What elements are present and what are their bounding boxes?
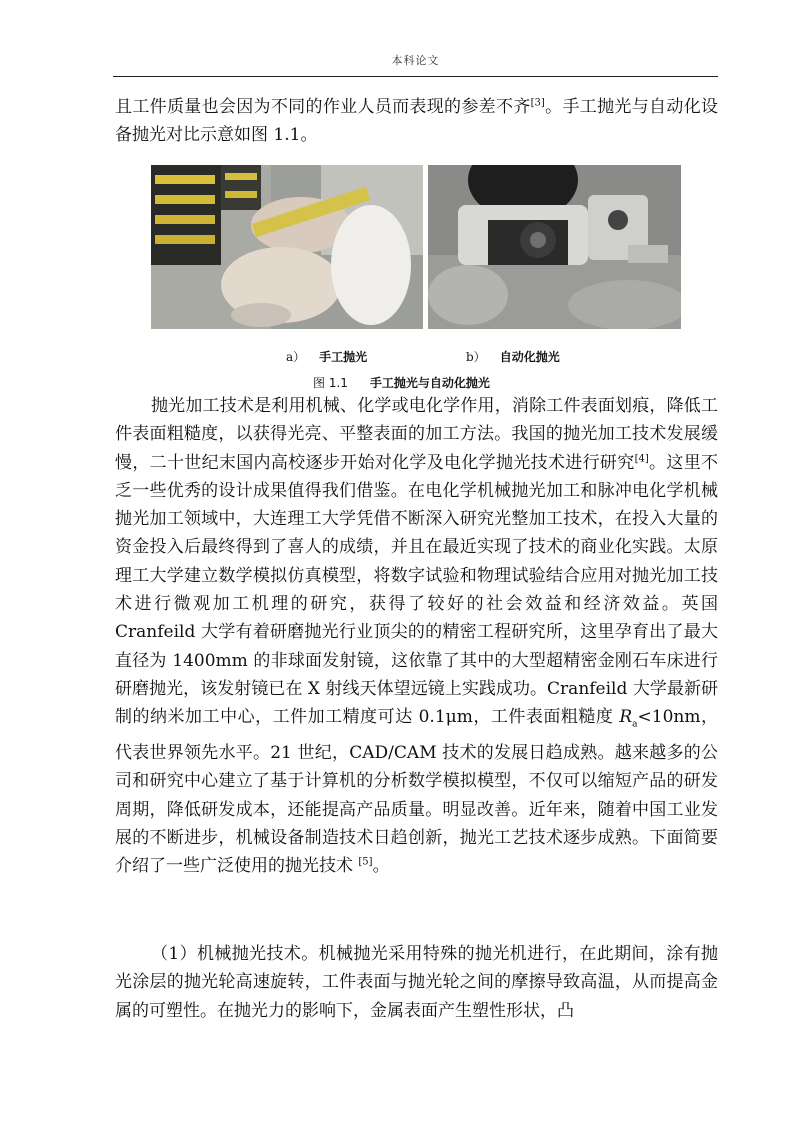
- subfigure-label: 自动化抛光: [499, 350, 560, 364]
- citation-ref: [4]: [634, 452, 649, 464]
- automated-polishing-image: [428, 165, 681, 329]
- text-segment: <10nm，代表世界领先水平。21 世纪，CAD/CAM 技术的发展日趋成熟。越来越多的公司和研究中心建立了基于计算机的分析数学模拟模型，不仅可以缩短产品的研发周期，降低研发成本，还能提高产品质量。明显改善。近年来，随着中国工业发展的不断进步，机械设备制造技术日趋创新，抛光工艺技术逐步成熟。下面简要介绍了一些广泛使用的抛光技术: [115, 707, 718, 877]
- text-segment: 。: [372, 856, 390, 877]
- roughness-subscript: a: [632, 719, 638, 730]
- paragraph-intro: [115, 93, 718, 150]
- text-segment: 且工件质量也会因为不同的作业人员而表现的参差不齐: [115, 97, 531, 117]
- subfigure-caption-a: [286, 348, 367, 365]
- citation-ref: [3]: [530, 97, 545, 109]
- page-header: 本科论文: [391, 54, 440, 67]
- text-segment: 抛光加工技术是利用机械、化学或电化学作用，消除工件表面划痕，降低工件表面粗糙度，以获得光亮、平整表面的加工方法。我国的抛光加工技术发展缓慢，二十世纪末国内高校逐步开始对化学及电化学抛光技术进行研究: [115, 396, 718, 473]
- figure-number: 图 1.1: [313, 376, 348, 390]
- photo-automated-polishing: [428, 165, 681, 329]
- paragraph-polishing-overview: [115, 392, 718, 880]
- text-segment: 。手工抛光与自动化设备抛光对比示意如图 1.1。: [115, 97, 719, 146]
- subfigure-tag: a）: [286, 350, 306, 364]
- figure-title: 手工抛光与自动化抛光: [369, 376, 490, 390]
- paragraph-mechanical-polishing: （1）机械抛光技术。机械抛光采用特殊的抛光机进行，在此期间，涂有抛光涂层的抛光轮高速旋转，工件表面与抛光轮之间的摩擦导致高温，从而提高金属的可塑性。在抛光力的影响下，金属表面产生塑性形状，凸: [115, 944, 718, 1021]
- roughness-symbol: R: [619, 707, 633, 728]
- text-segment: 。这里不乏一些优秀的设计成果值得我们借鉴。在电化学机械抛光加工和脉冲电化学机械抛光加工领域中，大连理工大学凭借不断深入研究光整加工技术，在投入大量的资金投入后最终得到了喜人的成绩，并且在最近实现了技术的商业化实践。太原理工大学建立数学模拟仿真模型，将数字试验和物理试验结合应用对抛光加工技术进行微观加工机理的研究，获得了较好的社会效益和经济效益。英国 Cranfeild 大学有着研磨抛光行业顶尖的的精密工程研究所，这里孕育出了最大直径为 1400mm 的非球面发射镜，这依靠了其中的大型超精密金刚石车床进行研磨抛光，该发射镜已在 X 射线天体望远镜上实践成功。Cranfeild 大学最新研制的纳米加工中心，工件加工精度可达 0.1μm，工件表面粗糙度: [115, 452, 719, 728]
- subfigure-caption-b: [466, 348, 560, 365]
- header-rule: [113, 76, 718, 77]
- photo-manual-polishing: [151, 165, 423, 329]
- subfigure-tag: b）: [466, 350, 486, 364]
- manual-polishing-image: [151, 165, 423, 329]
- citation-ref: [5]: [358, 856, 373, 868]
- subfigure-label: 手工抛光: [319, 350, 368, 364]
- figure-caption: [313, 374, 490, 391]
